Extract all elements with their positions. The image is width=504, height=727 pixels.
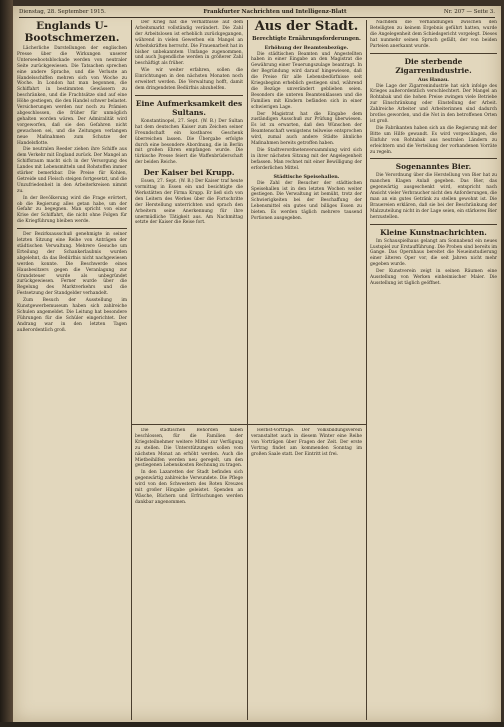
article-paragraph: Die Lage der Zigarrenindustrie hat sich infolge des Krieges außerordentlich verschlechtert. Der Mangel an Rohtabak und die hohen Preise zwingen viele Betriebe zur Einschränkung oder Einstellung der Arbeit. Zahlreiche Arbeiter und Arbeiterinnen sind dadurch brotlos geworden, und die Not in den betroffenen Orten ist groß. <box>370 83 497 124</box>
article-paragraph: Wie wir weiter erfahren, sollen die Einrichtungen in den nächsten Monaten noch erweitert werden. Die Verwaltung hofft, damit dem dringendsten Bedürfnis abzuhelfen. <box>135 68 243 91</box>
article-subheadline: Erhöhung der Beamtenbezüge. <box>264 44 349 51</box>
column-3-lower <box>251 428 362 718</box>
article-paragraph: Die städtischen Behörden haben beschlossen, für die Familien der Kriegsteilnehmer weitere Mittel zur Verfügung zu stellen. Die Unterstützungen sollen vom nächsten Monat an erhöht werden. Auch die Mietbeihilfen werden neu geregelt, um den gestiegenen Lebenskosten Rechnung zu tragen. <box>135 428 243 469</box>
article-headline-art-news: Kleine Kunstnachrichten. <box>380 227 487 237</box>
article-separator <box>370 224 497 225</box>
article-headline-kaiser: Der Kaiser bei Krupp. <box>143 168 235 178</box>
article-paragraph: Der Magistrat hat die Eingabe dem zuständigen Ausschuß zur Prüfung überwiesen. Es ist zu erwarten, daß den Wünschen der Beamtenschaft wenigstens teilweise entsprochen wird, zumal auch andere Städte ähnliche Maßnahmen bereits getroffen haben. <box>251 111 362 147</box>
column-rule-2 <box>247 20 248 720</box>
scan-edge-left <box>0 0 13 727</box>
article-paragraph: Im Schauspielhaus gelangt am Sonnabend ein neues Lustspiel zur Erstaufführung. Die Proben sind bereits im Gange. Das Opernhaus bereitet die Neueinstudierung einer älteren Oper vor, die seit Jahren nicht mehr gegeben wurde. <box>370 238 497 268</box>
article-paragraph: Die Stadtverordnetenversammlung wird sich in ihrer nächsten Sitzung mit der Angelegenheit befassen. Man rechnet mit einer Bewilligung der erforderlichen Mittel. <box>251 148 362 171</box>
article-paragraph: Zum Besuch der Ausstellung im Kunstgewerbemuseum haben sich zahlreiche Schulen angemeldet. Die Leitung hat besondere Führungen für die Schüler eingerichtet. Der Andrang war in den letzten Tagen außerordentlich groß. <box>17 298 127 333</box>
article-paragraph: Der Bezirksausschuß genehmigte in seiner letzten Sitzung eine Reihe von Anträgen der städtischen Verwaltung. Mehrere Gesuche um Erteilung der Schankerlaubnis wurden abgelehnt, da das Bedürfnis nicht nachgewiesen werden konnte. Die Beschwerde eines Hausbesitzers gegen die Veranlagung zur Grundsteuer wurde als unbegründet zurückgewiesen. Ferner wurde über die Regelung des Marktverkehrs und die Festsetzung der Standgelder verhandelt. <box>17 232 127 297</box>
section-rule <box>131 424 366 425</box>
article-headline-beer: Sogenanntes Bier. <box>395 162 472 172</box>
article-paragraph: Die Verordnung über die Herstellung von Bier hat zu manchen Klagen Anlaß gegeben. Das Bier, das gegenwärtig ausgeschenkt wird, entspricht nach Ansicht vieler Verbraucher nicht den Anforderungen, die man an ein gutes Getränk zu stellen gewohnt ist. Die Brauereien erklären, daß sie bei der Beschränkung der Malzzuteilung nicht in der Lage seien, ein stärkeres Bier herzustellen. <box>370 173 497 220</box>
issue-date: Dienstag, 28. September 1915. <box>19 9 106 15</box>
column-3 <box>251 20 362 422</box>
article-subheadline: Städtische Speisehallen. <box>273 173 340 180</box>
column-2 <box>135 20 243 422</box>
article-paragraph: Herbst-Vorträge. Der Volksbildungsverein veranstaltet auch in diesem Winter eine Reihe von Vorträgen über Fragen der Zeit. Der erste Vortrag findet am kommenden Sonntag im großen Saale statt. Der Eintritt ist frei. <box>251 428 362 457</box>
article-paragraph: Essen, 27. Sept. (W. B.) Der Kaiser traf heute vormittag in Essen ein und besichtigte die Werkstätten der Firma Krupp. Er ließ sich von den Leitern des Werkes über die Fortschritte der Herstellung unterrichten und sprach den Arbeitern seine Anerkennung für ihre unermüdliche Tätigkeit aus. Am Nachmittag setzte der Kaiser die Reise fort. <box>135 179 243 226</box>
article-paragraph: Die Fabrikanten haben sich an die Regierung mit der Bitte um Hilfe gewandt. Es wird vorgeschlagen, die Einfuhr von Rohtabak aus neutralen Ländern zu erleichtern und die Verteilung der vorhandenen Vorräte zu regeln. <box>370 125 497 155</box>
paper-name: Frankfurter Nachrichten und Intelligenz-Blatt <box>203 9 347 15</box>
column-4 <box>370 20 497 720</box>
article-separator <box>370 158 497 159</box>
article-paragraph: Konstantinopel, 27. Sept. (W. B.) Der Sultan hat dem deutschen Kaiser zum Zeichen seiner Freundschaft ein kostbares Geschenk überreichen lassen. Die Übergabe erfolgte durch eine besondere Abordnung, die in Berlin mit großen Ehren empfangen wurde. Die türkische Presse feiert die Waffenbrüderschaft der beiden Reiche. <box>135 118 243 166</box>
section-headline-city: Aus der Stadt. <box>254 20 359 34</box>
column-2-lower <box>135 428 243 718</box>
column-rule-3 <box>366 20 367 720</box>
article-separator <box>135 95 243 96</box>
column-1 <box>17 20 127 720</box>
article-dateline: Aus Hanau. <box>418 76 449 83</box>
article-headline-uboats: Englands U-Bootschmerzen. <box>24 20 120 44</box>
article-paragraph: Lächerliche Darstellungen der englischen Presse über die Wirkungen unserer Unterseebootsblockade werden von neutraler Seite zurückgewiesen. Die Tatsachen sprechen eine andere Sprache, und die Verluste an Handelsschiffen mehren sich von Woche zu Woche. In London hat man begonnen, die Schiffahrt in bestimmten Gewässern zu beschränken, und die Frachtsätze sind auf eine Höhe gestiegen, die den Handel schwer belastet. Versicherungen werden nur noch zu Prämien abgeschlossen, die früher für unmöglich gehalten worden wären. Der Admiralität wird vorgeworfen, daß sie den Gefahren nicht gewachsen sei, und die Zeitungen verlangen neue Maßnahmen zum Schutze der Handelsflotte. <box>17 46 127 146</box>
article-paragraph: Die städtischen Beamten und Angestellten haben in einer Eingabe an den Magistrat die Gewährung einer Teuerungszulage beantragt. In der Begründung wird darauf hingewiesen, daß die Preise für alle Lebensbedürfnisse seit Kriegsbeginn erheblich gestiegen sind, während die Bezüge unverändert geblieben seien. Besonders die unteren Beamtenklassen und die Familien mit Kindern befänden sich in einer schwierigen Lage. <box>251 51 362 110</box>
newspaper-page <box>13 6 501 722</box>
article-headline-cigar: Die sterbende Zigarrenindustrie. <box>395 56 472 75</box>
section-subheadline: Berechtigte Ernährungsforderungen. <box>252 36 361 42</box>
article-paragraph: Der Krieg hat die Verhältnisse auf dem Arbeitsmarkt vollständig verändert. Die Zahl der Arbeitslosen ist erheblich zurückgegangen, während in vielen Gewerben ein Mangel an Arbeitskräften herrscht. Die Frauenarbeit hat in bisher unbekanntem Umfange zugenommen, und auch Jugendliche werden in größerer Zahl beschäftigt als früher. <box>135 20 243 67</box>
article-paragraph: Der Kunstverein zeigt in seinen Räumen eine Ausstellung von Werken einheimischer Maler. Die Ausstellung ist täglich geöffnet. <box>370 269 497 286</box>
article-paragraph: Die Zahl der Besucher der städtischen Speisehallen ist in den letzten Wochen weiter gestiegen. Die Verwaltung ist bemüht, trotz der Schwierigkeiten bei der Beschaffung der Lebensmittel ein gutes und billiges Essen zu bieten. Es werden täglich mehrere tausend Portionen ausgegeben. <box>251 180 362 222</box>
article-paragraph: In den Lazaretten der Stadt befinden sich gegenwärtig zahlreiche Verwundete. Die Pflege wird von den Schwestern des Roten Kreuzes mit großer Hingabe geleistet. Spenden an Wäsche, Büchern und Erfrischungen werden dankbar angenommen. <box>135 470 243 505</box>
article-paragraph: Nachdem die Verhandlungen zwischen den Beteiligten zu keinem Ergebnis geführt hatten, wurde die Angelegenheit dem Schiedsgericht vorgelegt. Dieses hat nunmehr seinen Spruch gefällt, der von beiden Parteien anerkannt wurde. <box>370 20 497 49</box>
article-separator <box>17 228 127 229</box>
running-head <box>19 8 495 18</box>
article-headline-sultan: Eine Aufmerksamkeit des Sultans. <box>135 98 243 117</box>
column-rule-1 <box>131 20 132 720</box>
article-separator <box>370 53 497 54</box>
issue-number: Nr. 207 — Seite 3. <box>443 9 495 15</box>
article-paragraph: Die neutralen Reeder ziehen ihre Schiffe aus dem Verkehr mit England zurück. Der Mangel an Schiffsraum macht sich in der Versorgung des Landes mit Lebensmitteln und Rohstoffen immer stärker bemerkbar. Die Preise für Kohlen, Getreide und Fleisch steigen fortgesetzt, und die Unzufriedenheit in den Arbeiterkreisen nimmt zu. <box>17 147 127 194</box>
article-paragraph: In der Bevölkerung wird die Frage erörtert, ob die Regierung alles getan habe, um der Gefahr zu begegnen. Man spricht von einer Krise der Schiffahrt, die nicht ohne Folgen für die Kriegführung bleiben werde. <box>17 195 127 225</box>
scan-edge-bottom <box>0 722 504 727</box>
